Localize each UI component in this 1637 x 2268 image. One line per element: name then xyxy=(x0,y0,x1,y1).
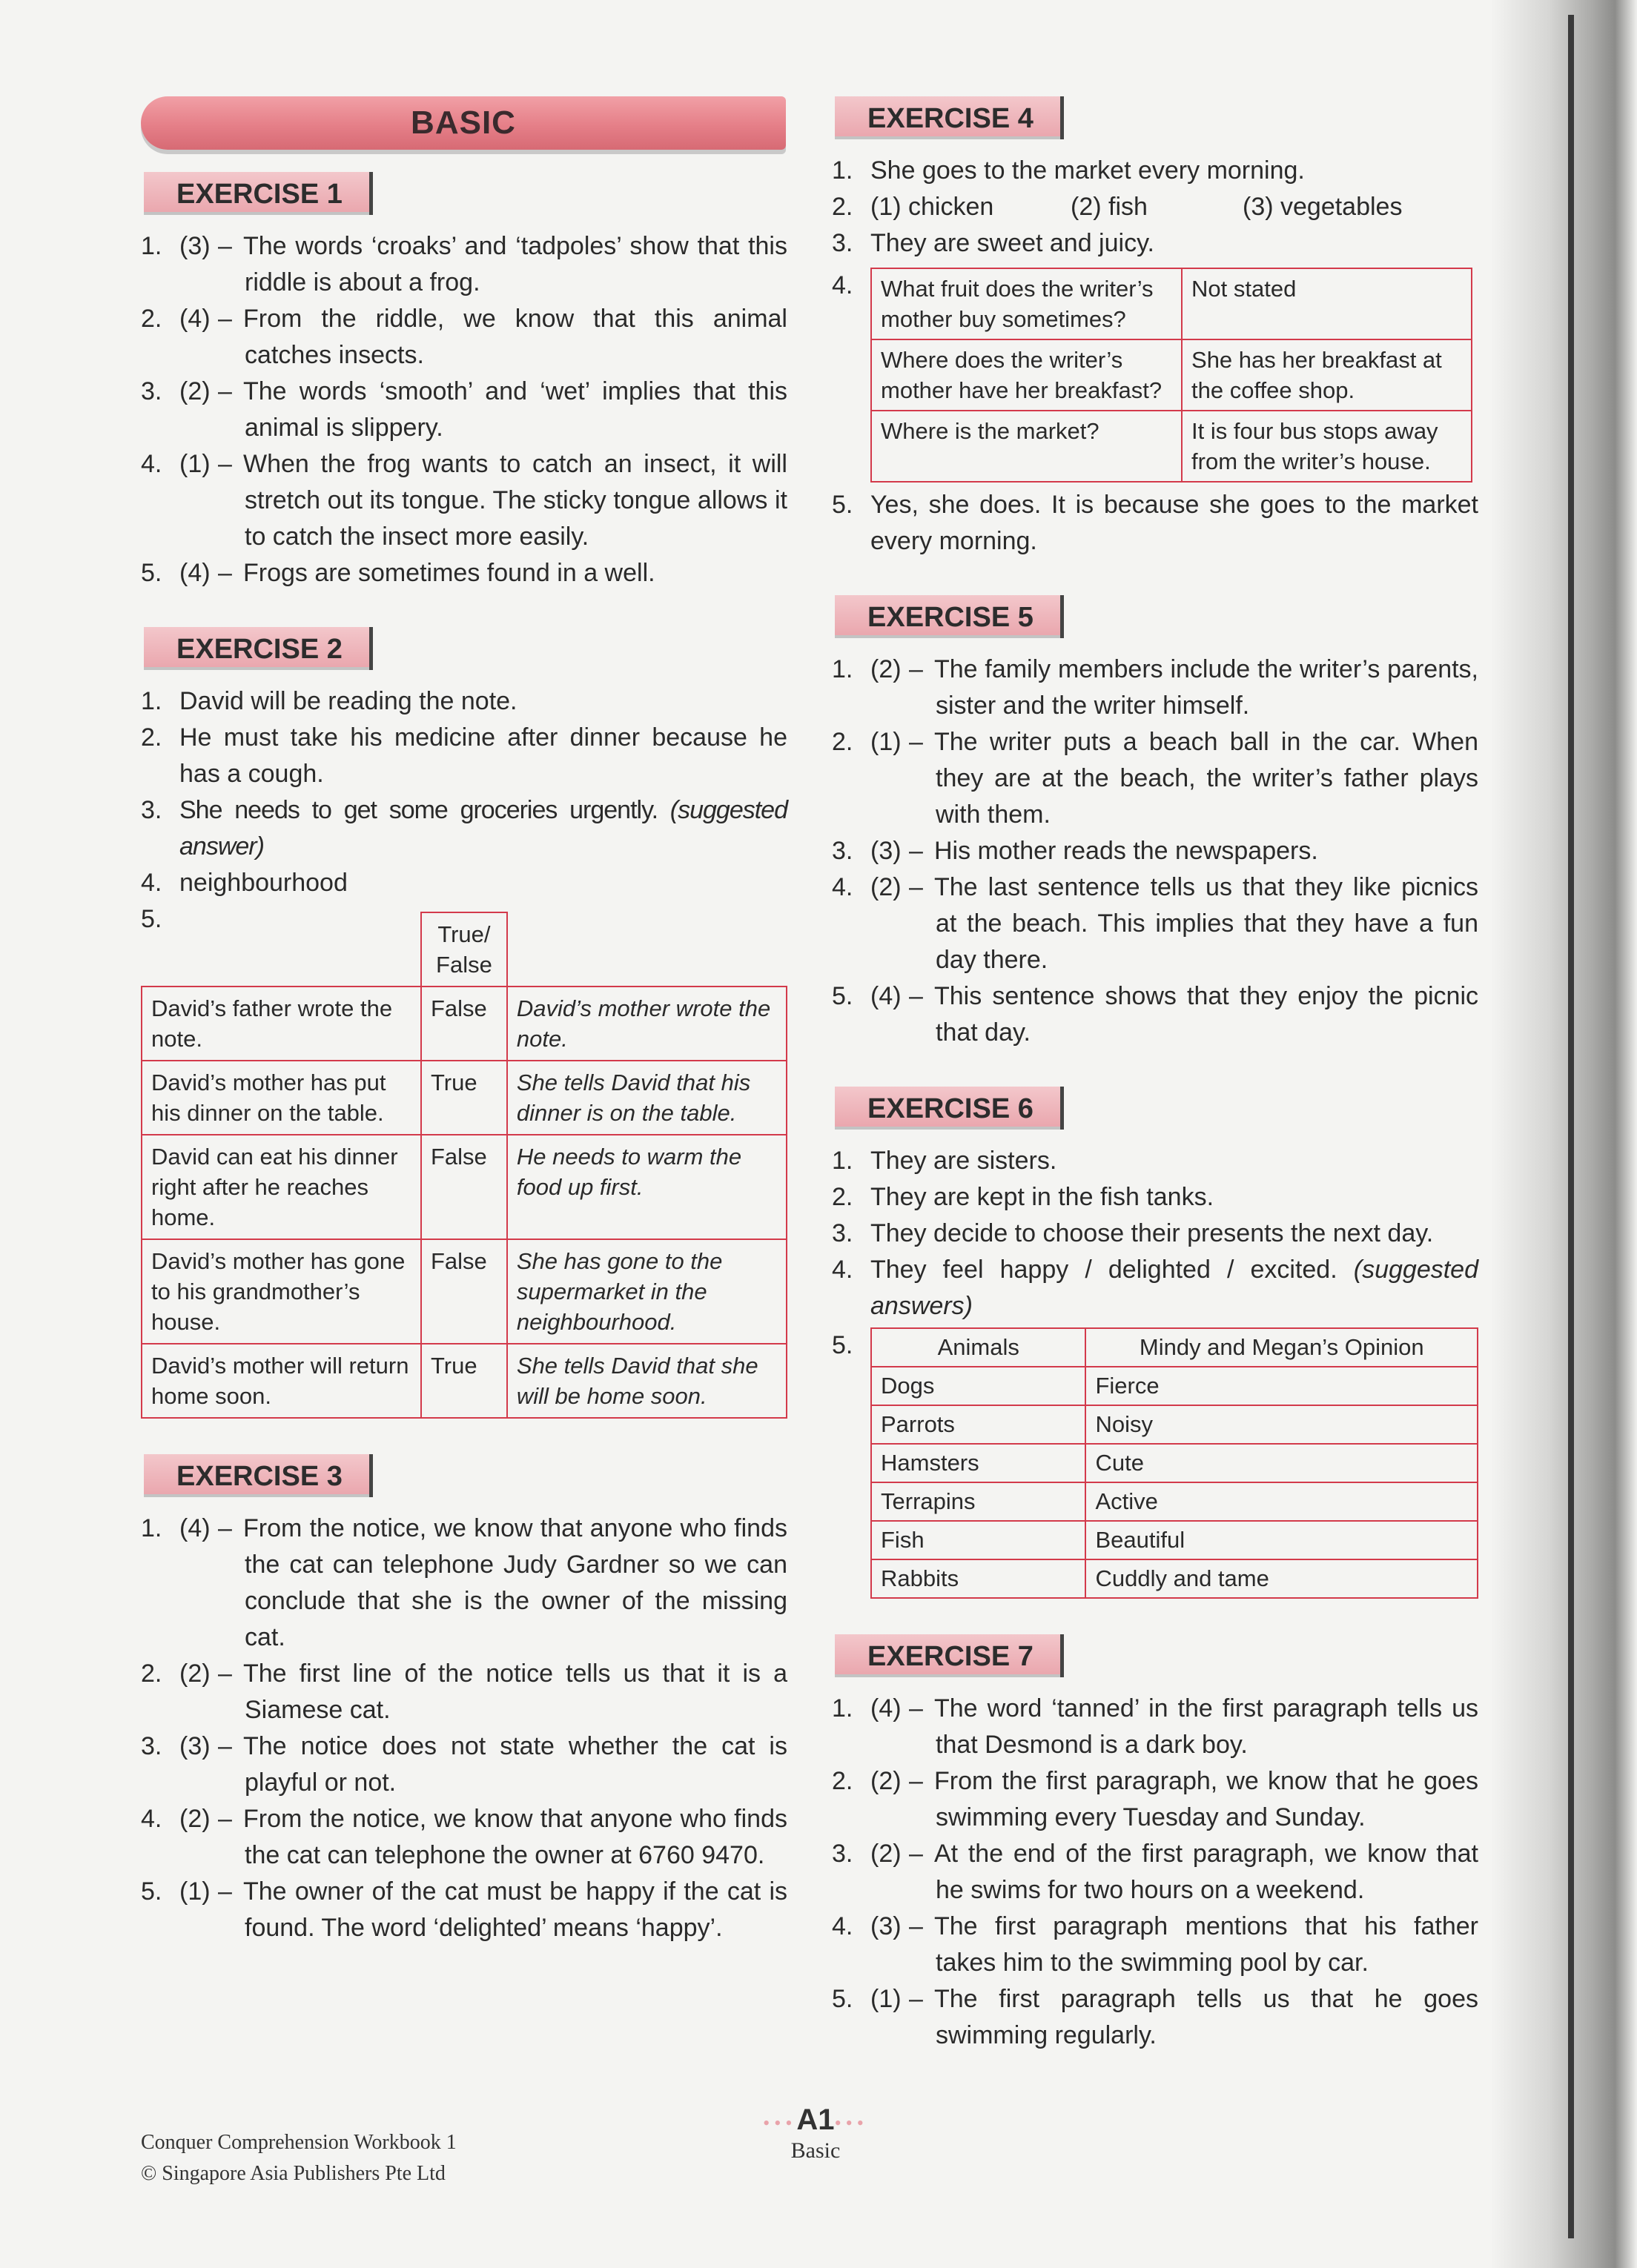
list-item: 5. Animals Mindy and Megan’s Opinion Dogs Fierce Parrots Noisy Hamsters Cute Terrapins Active Fish Beautiful Rabbits Cuddly and tame xyxy=(832,1327,1478,1599)
list-item: 2. (2) – From the first paragraph, we know that he goes swimming every Tuesday and Sunday. xyxy=(832,1767,1478,1831)
question-answer-table xyxy=(870,268,1472,483)
list-item: 3. They decide to choose their presents the next day. xyxy=(832,1219,1434,1247)
table-header: Mindy and Megan’s Opinion xyxy=(1085,1328,1478,1367)
list-item: 4. (2) – From the notice, we know that anyone who finds the cat can telephone the owner at 6760 9470. xyxy=(141,1805,787,1869)
list-item: 1. She goes to the market every morning. xyxy=(832,156,1305,185)
list-item: 3. They are sweet and juicy. xyxy=(832,229,1154,257)
exercise-6-heading xyxy=(835,1087,1478,1130)
list-item: 1. (4) – The word ‘tanned’ in the first paragraph tells us that Desmond is a dark boy. xyxy=(832,1694,1478,1759)
list-item: 1. (4) – From the notice, we know that anyone who finds the cat can telephone Judy Gardner so we can conclude that she is the owner of the missing cat. xyxy=(141,1514,787,1651)
table-header: True/ False xyxy=(421,912,507,987)
list-item: 3. (2) – The words ‘smooth’ and ‘wet’ implies that this animal is slippery. xyxy=(141,377,787,442)
list-item: 5. Yes, she does. It is because she goes to the market every morning. xyxy=(832,491,1478,555)
section-banner: BASIC xyxy=(141,96,786,150)
book-binding-shadow xyxy=(1490,0,1637,2268)
list-item: 2. (1) – The writer puts a beach ball in the car. When they are at the beach, the writer’s father plays with them. xyxy=(832,728,1478,829)
list-item: 1. (3) – The words ‘croaks’ and ‘tadpoles’ show that this riddle is about a frog. xyxy=(141,232,787,296)
exercise-5-answers xyxy=(832,651,1478,1051)
list-item: 4. neighbourhood xyxy=(141,869,348,897)
list-item: 4. (3) – The first paragraph mentions that his father takes him to the swimming pool by car. xyxy=(832,1912,1478,1977)
list-item: 3. (3) – The notice does not state whether the cat is playful or not. xyxy=(141,1732,787,1797)
exercise-4-answers xyxy=(832,153,1478,560)
list-item: 5. (4) – This sentence shows that they enjoy the picnic that day. xyxy=(832,982,1478,1047)
table-header: Animals xyxy=(871,1328,1085,1367)
table-row: David can eat his dinner right after he reaches home. False He needs to warm the food up first. xyxy=(142,1135,787,1239)
page-number: •••A1••• Basic xyxy=(741,2102,890,2164)
table-row: Terrapins Active xyxy=(871,1482,1478,1521)
table-row: Where is the market? It is four bus stops away from the writer’s house. xyxy=(871,411,1472,482)
table-row: David’s father wrote the note. False David’s mother wrote the note. xyxy=(142,987,787,1061)
exercise-4-title: EXERCISE 4 xyxy=(835,96,1063,139)
section-name: Basic xyxy=(790,2138,841,2163)
true-false-table xyxy=(141,912,787,1419)
table-row: Where does the writer’s mother have her breakfast? She has her breakfast at the coffee shop. xyxy=(871,339,1472,411)
copyright: © Singapore Asia Publishers Pte Ltd xyxy=(141,2162,446,2185)
exercise-2-title: EXERCISE 2 xyxy=(144,627,372,670)
list-item: 3. (2) – At the end of the first paragraph, we know that he swims for two hours on a weekend. xyxy=(832,1840,1478,1904)
page-edge xyxy=(1568,15,1574,2238)
exercise-2-answers xyxy=(141,683,787,1419)
list-item: 1. David will be reading the note. xyxy=(141,687,517,715)
list-item: 5. xyxy=(141,905,162,933)
exercise-7-answers xyxy=(832,1691,1478,2054)
table-row: David’s mother has gone to his grandmother’s house. False She has gone to the supermarket in the neighbourhood. xyxy=(142,1239,787,1344)
table-row: David’s mother will return home soon. True She tells David that she will be home soon. xyxy=(142,1344,787,1418)
exercise-3-title: EXERCISE 3 xyxy=(144,1454,372,1497)
list-item: 5. (1) – The first paragraph tells us that he goes swimming regularly. xyxy=(832,1985,1478,2049)
list-item: 2. They are kept in the fish tanks. xyxy=(832,1183,1214,1211)
exercise-3-heading xyxy=(144,1454,787,1497)
list-item: 4. (2) – The last sentence tells us that they like picnics at the beach. This implies that they have a fun day there. xyxy=(832,873,1478,974)
exercise-1-answers xyxy=(141,228,787,591)
table-row: Rabbits Cuddly and tame xyxy=(871,1559,1478,1598)
exercise-6-answers xyxy=(832,1143,1478,1599)
list-item: 3. She needs to get some groceries urgently. (suggested answer) xyxy=(141,796,787,861)
list-item: 5. (4) – Frogs are sometimes found in a well. xyxy=(141,559,655,587)
right-column xyxy=(832,96,1478,2054)
exercise-4-heading xyxy=(835,96,1478,139)
list-item: 2. He must take his medicine after dinner because he has a cough. xyxy=(141,723,787,788)
exercise-1-heading xyxy=(144,172,787,215)
table-row: Fish Beautiful xyxy=(871,1521,1478,1559)
table-row: Dogs Fierce xyxy=(871,1367,1478,1405)
list-item: 1. (2) – The family members include the writer’s parents, sister and the writer himself. xyxy=(832,655,1478,720)
list-item: 3. (3) – His mother reads the newspapers. xyxy=(832,837,1318,865)
exercise-3-answers xyxy=(141,1511,787,1946)
list-item: 4. They feel happy / delighted / excited. (suggested answers) xyxy=(832,1256,1478,1320)
footer-credits xyxy=(141,2127,457,2189)
exercise-5-heading xyxy=(835,595,1478,638)
exercise-7-heading xyxy=(835,1634,1478,1677)
list-item: 2. (4) – From the riddle, we know that this animal catches insects. xyxy=(141,305,787,369)
animal-opinion-table xyxy=(870,1327,1478,1599)
book-title: Conquer Comprehension Workbook 1 xyxy=(141,2131,457,2154)
exercise-6-title: EXERCISE 6 xyxy=(835,1087,1063,1130)
exercise-5-title: EXERCISE 5 xyxy=(835,595,1063,638)
list-item: 2. (2) – The first line of the notice tells us that it is a Siamese cat. xyxy=(141,1659,787,1724)
exercise-7-title: EXERCISE 7 xyxy=(835,1634,1063,1677)
exercise-1-title: EXERCISE 1 xyxy=(144,172,372,215)
table-row: Parrots Noisy xyxy=(871,1405,1478,1444)
table-row: Hamsters Cute xyxy=(871,1444,1478,1482)
list-item: 4. (1) – When the frog wants to catch an insect, it will stretch out its tongue. The sticky tongue allows it to catch the insect more easily. xyxy=(141,450,787,551)
list-item: 4. What fruit does the writer’s mother buy sometimes? Not stated Where does the writer’s mother have her breakfast? She has her breakfast at the coffee shop. Where is the market? It is four bus stops away from the writer’s house. xyxy=(832,268,1478,483)
table-row: What fruit does the writer’s mother buy sometimes? Not stated xyxy=(871,268,1472,339)
list-item: 1. They are sisters. xyxy=(832,1147,1057,1175)
table-row: David’s mother has put his dinner on the table. True She tells David that his dinner is on the table. xyxy=(142,1061,787,1135)
left-column xyxy=(141,96,787,1946)
list-item: 2. (1) chicken (2) fish (3) vegetables xyxy=(832,193,1403,221)
list-item: 5. (1) – The owner of the cat must be happy if the cat is found. The word ‘delighted’ means ‘happy’. xyxy=(141,1877,787,1942)
page-code: A1 xyxy=(796,2103,835,2136)
exercise-2-heading xyxy=(144,627,787,670)
